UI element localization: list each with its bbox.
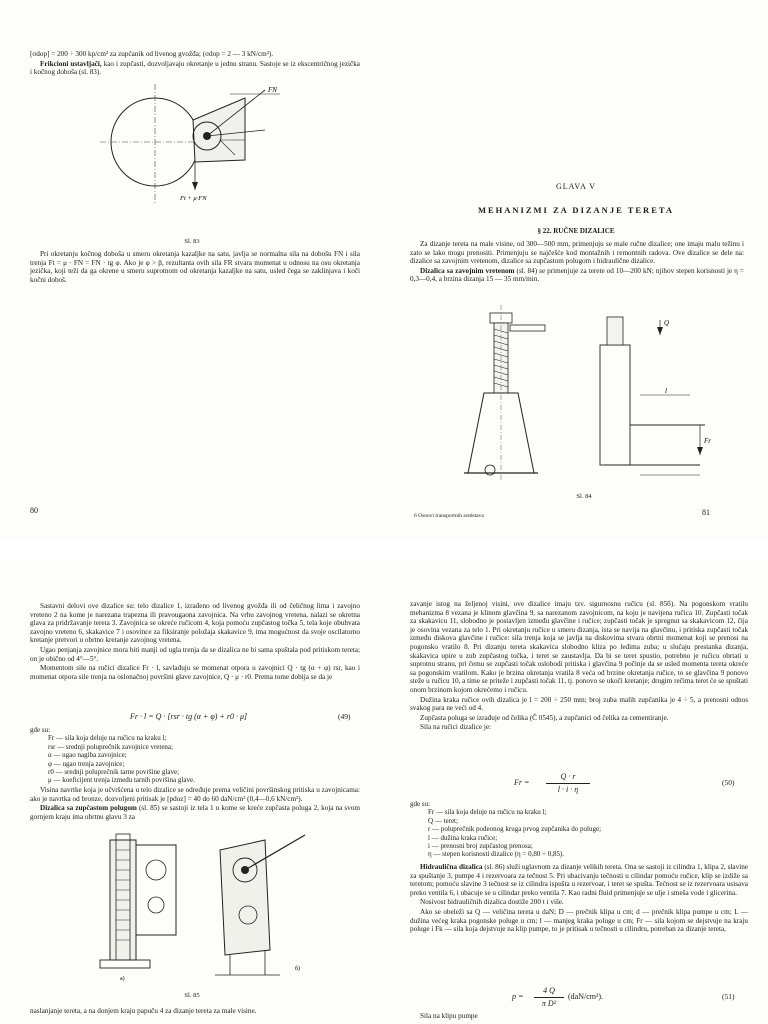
paragraph <box>30 60 360 77</box>
footer-note: 6 Osnovi transportnih sredstava <box>414 513 484 519</box>
fraction-bar <box>546 783 590 784</box>
paragraph <box>410 863 748 897</box>
paragraph: Visina navrtke koja je učvršćena u telo dizalice se određuje prema veličini površinskog pritiska u zavojnicama: ako je navrtka od bronze, dozvoljeni pritisak je [pdoz] = 40 do 60 daN/cm² (0,4—0,6 kN/cm²). <box>30 786 360 803</box>
legend-item: μ — koeficijent trenja između tarnih površina glave. <box>48 776 195 785</box>
text-block <box>30 786 360 822</box>
legend-item: φ — ugao trenja zavojnice; <box>48 759 125 768</box>
page-80 <box>0 0 384 540</box>
paragraph: Momentom sile na ručici dizalice Fr · l, savlađuju se momenat otpora u zavojnici Q · tg (α + φ) rsr, kao i momenat otpora sile trenja na oslonačnoj površini glave zavojnice, Q · μ · r0. Prema tome dobija se da je <box>30 664 360 681</box>
paragraph: Nosivost hidrauličnih dizalica dostiže 200 t i više. <box>420 898 564 907</box>
legend-item: r — poluprečnik podeonog kruga prvog zupčanika do poluge; <box>428 825 602 834</box>
legend-intro: gde su: <box>410 800 431 808</box>
paragraph: Ugao penjanja zavojnice mora biti manji od ugla trenja da se dizalica ne bi sama spuštala pod pritiskom tereta; on je obično od 4°—5°. <box>30 645 360 663</box>
paragraph <box>30 804 360 821</box>
figure-84-screw-jack <box>450 305 730 490</box>
paragraph: Sila na klipu pumpe <box>420 1012 478 1020</box>
equation-number: (49) <box>338 712 351 721</box>
text-block-bottom <box>30 250 360 285</box>
chapter-title: MEHANIZMI ZA DIZANJE TERETA <box>477 205 675 215</box>
label-a: a) <box>120 976 125 982</box>
paragraph-heading: Dizalica sa zavojnim vretenom <box>420 266 515 275</box>
label-q: Q <box>664 319 670 327</box>
text-block <box>410 600 748 733</box>
symbol-legend <box>410 800 748 859</box>
paragraph: [σdop] = 200 ÷ 300 kp/cm² za zupčanik od livenog gvožđa; (σdop = 2 — 3 kN/cm²). <box>30 50 274 58</box>
figure-85-rack-jack <box>90 830 330 990</box>
paragraph-heading: Hidraulična dizalica <box>420 863 483 871</box>
label-fr: Fr <box>704 437 711 445</box>
equation-49: Fr · l = Q · [rsr · tg (α + φ) + r0 · μ] <box>130 712 248 721</box>
legend-item: rsr — srednji poluprečnik zavojnice vretena; <box>48 742 173 751</box>
page-81 <box>384 0 768 540</box>
paragraph-body: (sl. 84) se primenjuje za terete od 10—200 kN; njihov stepen korisnosti je η = 0,3—0,4, a brzina dizanja 15 — 35 mm/min. <box>410 266 744 284</box>
text-block-top <box>30 50 360 78</box>
page-83 <box>384 560 768 1024</box>
eq-numerator: 4 Q <box>543 986 555 995</box>
page-number: 81 <box>702 508 710 517</box>
paragraph <box>410 267 744 284</box>
legend-intro: gde su: <box>30 726 51 734</box>
equation-51 <box>512 986 682 1010</box>
equation-number: (50) <box>722 778 735 787</box>
label-ft: Ft + μ·FN <box>180 195 207 202</box>
paragraph: Sila na ručici dizalice je: <box>420 723 492 732</box>
eq-lhs: Fr = <box>514 778 530 787</box>
legend-item: i — prenosni broj zupčastog prenosa; <box>428 842 533 851</box>
legend-item: α — ugao nagiba zavojnice; <box>48 751 127 760</box>
text-block <box>410 863 748 935</box>
paragraph-heading: Dizalica sa zupčastom polugom <box>40 804 137 813</box>
legend-item: l — dužina kraka ručice; <box>428 833 498 842</box>
eq-lhs: p = <box>512 992 524 1001</box>
equation-50 <box>514 772 654 796</box>
eq-numerator: Q · r <box>560 772 576 781</box>
page-82 <box>0 560 384 1024</box>
symbol-legend <box>30 726 360 785</box>
page-number: 80 <box>30 506 38 515</box>
legend-item: Fr — sila koja deluje na ručicu na kraku l; <box>48 734 167 743</box>
paragraph-body: kao i zupčasti, dozvoljavaju okretanje u jednu stranu. Sastoje se iz ekscentričnog jezička i kočnog doboša (sl. 83). <box>30 59 360 77</box>
paragraph: Dužina kraka ručice ovih dizalica je l = 200 ÷ 250 mm; broj zuba malih zupčanika je 4 ÷ 5, a prenosni odnos svakog para ne veći od 4. <box>410 695 748 713</box>
legend-item: Fr — sila koja deluje na ručicu na kraku l; <box>428 808 547 817</box>
section-heading: § 22. RUČNE DIZALICE <box>537 227 615 235</box>
figure-83-brake-drum <box>95 80 305 230</box>
chapter-label: GLAVA V <box>555 182 597 191</box>
eq-unit: (daN/cm²). <box>568 992 604 1001</box>
label-b: б) <box>295 966 301 972</box>
label-fn: FN <box>268 86 277 94</box>
text-line <box>410 1012 710 1022</box>
label-l: l <box>665 387 667 395</box>
text-block <box>30 602 360 682</box>
legend-item: η — stepen korisnosti dizalice (η = 0,80 ÷ 0,85). <box>428 850 565 859</box>
paragraph: Ako se obeleži sa Q — veličina tereta u daN; D — prečnik klipa u cm; d — prečnik klipa pumpe u cm; L — dužina većeg kraka pogonske poluge u cm; l — manjeg kraka poluge u cm; Fr — sila kojom se dejstvuje na kraju poluge i Fk — sila koja dejstvuje na klip pumpe, to je pritisak u tečnosti u cilindru, potreban za dizanje tereta, <box>410 907 748 934</box>
paragraph-body: (sl. 85) se sastoji iz tela 1 u kome se kreće zupčasta poluga 2, koja na svom gornjem kraju ima obrtnu glavu 3 za <box>30 804 360 821</box>
fraction-bar <box>534 997 564 998</box>
figure-caption: Sl. 85 <box>184 992 200 999</box>
paragraph-body: (sl. 86) služi uglavnom za dizanje velikih tereta. Ona se sastoji iz cilindra 1, klipa 2, slavine za spuštanje 3, pumpe 4 i rezervoara za tečnost 5. Pri ubacivanju tečnosti u cilindar pomoću ručice, klip se izdiže sa teretom; pomoću slavine 3 tečnost se iz cilindra ispušta u rezervoar, i teret se spušta. Tečnost se iz rezervoara usisava preko ventila 6, i ubacuje se u cilindar preko ventila 7. Kao radni fluid primenjuje se ulje i smeša vode i glicerina. <box>410 863 749 897</box>
figure-caption: Sl. 84 <box>576 493 592 500</box>
page-gap <box>0 540 768 560</box>
figure-caption: Sl. 83 <box>184 238 200 245</box>
paragraph: Za dizanje tereta na male visine, od 300—500 mm, primenjuju se male ručne dizalice; one imaju malu težinu i zato se lako mogu prenositi. Primenjuju se najčešće kod montažnih i remontnih radova. Ove dizalice se dele na: dizalice sa zavojnim vretenom, dizalice sa zupčastom polugom i hidraulične dizalice. <box>410 240 744 266</box>
text-block <box>410 240 744 285</box>
eq-denominator: l · i · η <box>557 785 579 794</box>
text-line <box>30 1007 370 1017</box>
eq-denominator: π D² <box>541 999 557 1008</box>
paragraph: naslanjanje tereta, a na donjem kraju papuču 4 za dizanje tereta za male visine. <box>30 1007 257 1015</box>
legend-item: r0 — srednji poluprečnik tarne površine glave; <box>48 768 180 777</box>
paragraph: zavanje istog na željenoj visini, ove dizalice imaju tzv. sigurnosnu ručicu (sl. 85б). Na pogonskom vratilu mehanizma 8 vezana je klinom glavčina 9, sa narezanom zavojnicom, na koju je navijena ručica 10. Zupčasti točak za skakavicu 11, slobodno je postavljen između glavčine i ručice; zupčasti točak je spregnut sa skakavicom 12, čija je osovina vezana za telo 1. Pri okretanju ručice u smeru dizanja, ista se naviјa na glavčinu, i pritiska zupčasti točak između diskova glavčine i ručice: sila trenja koja se javlja na diskovima stvara obrtni momenat koji se prenosi na pogonsko vratilo 8. Pri dizanju tereta skakavica slobodno klizа po leđima zuba; u slučaju prestanka dizanja, skakavica upire u zub zupčastog točka, i teret se zaustavlja. Da bi se teret spustio, potrebno je ručicu obrtati u suprotnu stranu, pri čemu se zupčasti točak oslobodi pritiska i glavčina 9 počinje da se usled momenta tereta okreće sa pogonskim vratilom. Kako je brzina okretanja vratila 8 veća od brzine okretanja ručice, to se glavčina 9 ponovo steže u ručicu 10, a time se priteže i zupčasti točak 11, tj. ponovo se ukoči kretanje; drugim rečima teret će se spuštati onom brzinom kojom okrećemo i ručicu. <box>410 600 748 694</box>
paragraph: Zupčasta poluga se izrađuje od čelika (Č 0545), a zupčanici od čelika za cementiranje. <box>420 713 669 722</box>
legend-item: Q — teret; <box>428 816 458 825</box>
paragraph-heading: Frikcioni ustavljači, <box>40 59 102 68</box>
equation-number: (51) <box>722 992 735 1001</box>
paragraph: Sastavni delovi ove dizalice su: telo dizalice 1, izrađeno od livenog gvožđa ili od čeličnog lima i zavojno vreteno 2 na kome je narezana trapezna ili pravougaona zavojnica. Na vrhu zavojnog vretena, nalazi se okretna glava za pridržavanje tereta 3. Zavojnica se okreće ručicom 4, koja pomoću zupčastog točka 5, tela koje obuhvata zavojno vreteno 6, skakavice 7 i osovince za fiksiranje položaja skakavice 9, ima mogućnost da svoje oscilatorno kretanje pretvori u obrtno kretanje zavojnog vretena. <box>30 602 360 645</box>
paragraph: Pri okretanju kočnog doboša u smeru okretanja kazaljke na satu, javlja se normalna sila na dobošu FN i sila trenja Ft = μ · FN = FN · tg φ. Ako je φ > β, rezultanta ovih sila FR stvara momenat u odnosu na osu okretanja jezička, koji teži da ga okrene u smeru suprotnom od okretanja kazaljke na satu, usled čega se zaklinjava i koči kočni doboš. <box>30 250 360 284</box>
